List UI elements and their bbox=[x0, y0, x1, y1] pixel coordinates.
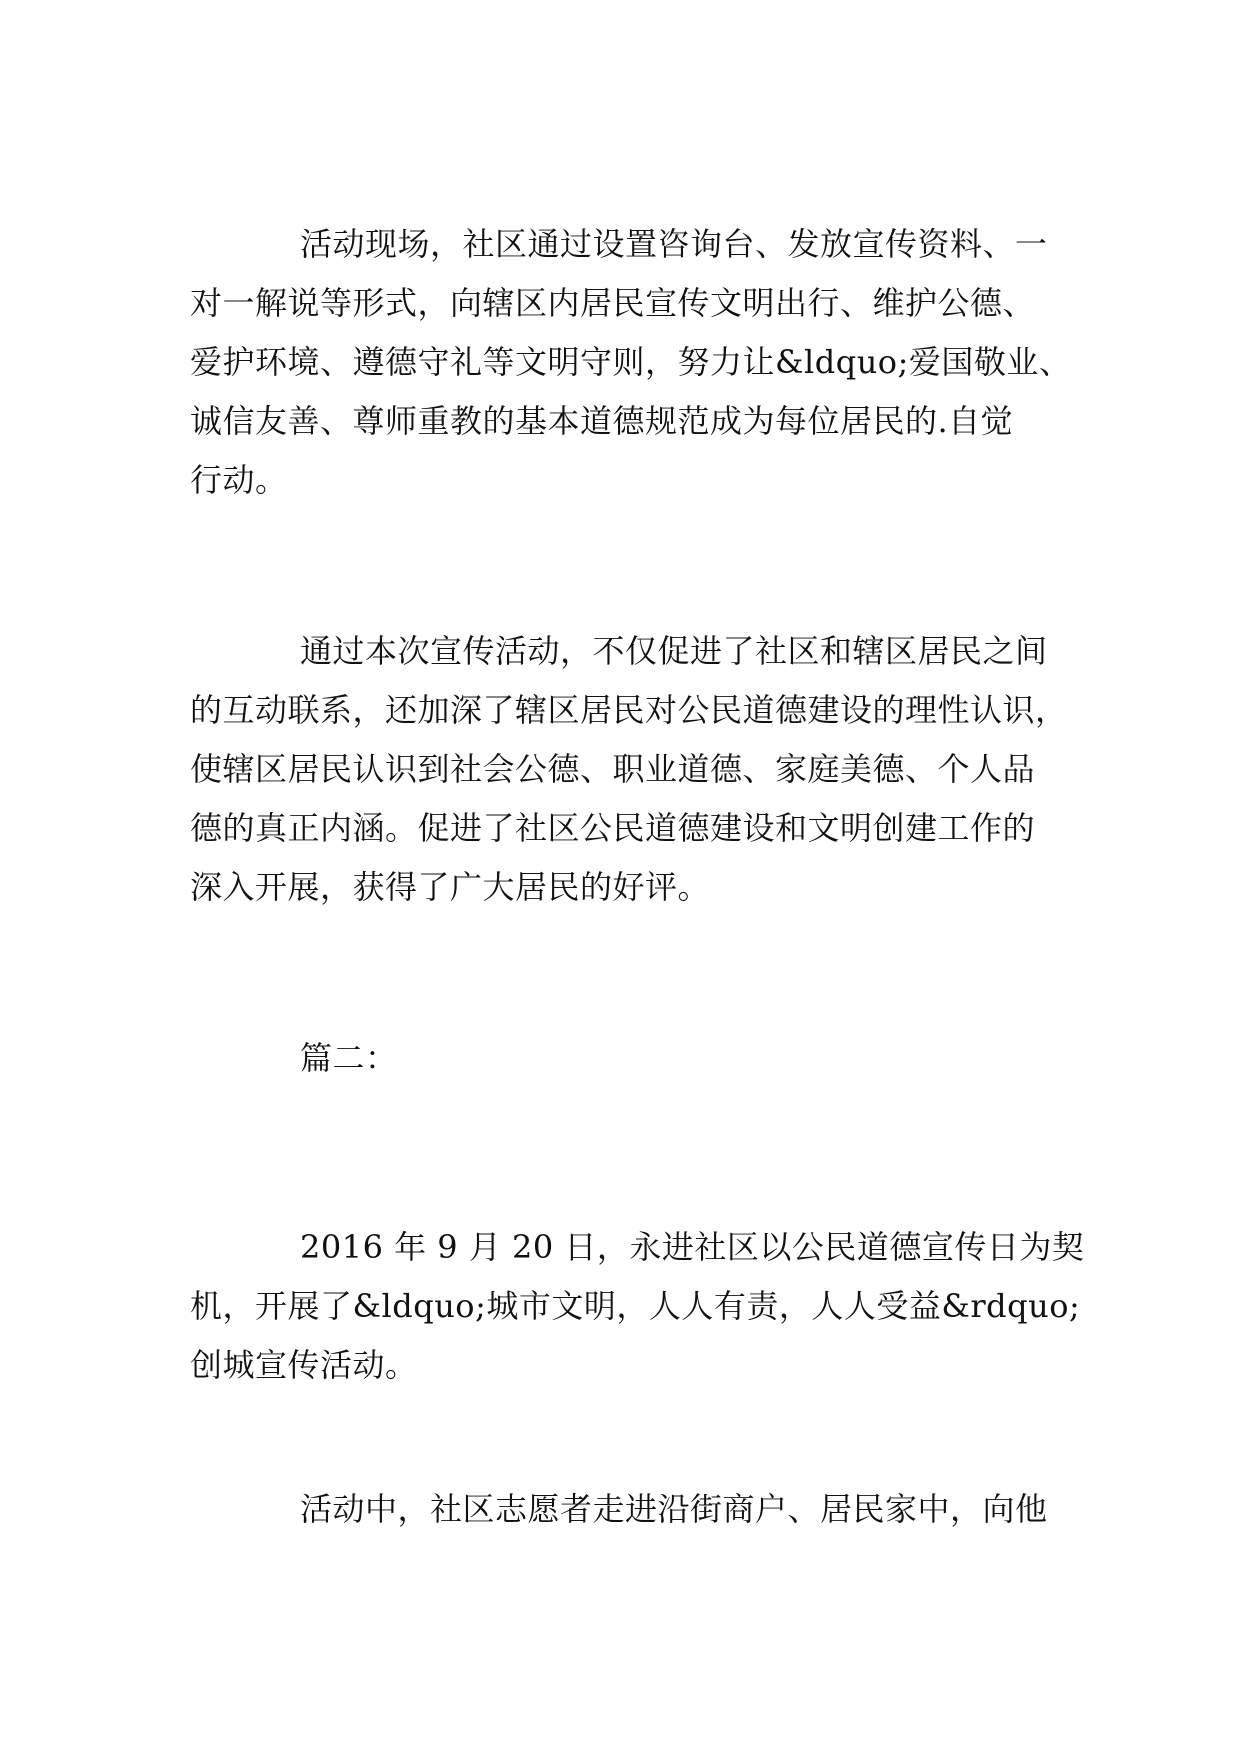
text-line: 篇二： bbox=[300, 1039, 398, 1077]
text-line: 活动现场，社区通过设置咨询台、发放宣传资料、一 bbox=[300, 225, 1048, 263]
section-heading bbox=[190, 1029, 1060, 1088]
text-line: 活动中，社区志愿者走进沿街商户、居民家中，向他 bbox=[300, 1490, 1048, 1528]
text-line: 诚信友善、尊师重教的基本道德规范成为每位居民的.自觉 bbox=[190, 402, 1014, 440]
text-line: 行动。 bbox=[190, 461, 288, 499]
text-line: 2016 年 9 月 20 日，永进社区以公民道德宣传日为契 bbox=[300, 1228, 1085, 1266]
paragraph bbox=[190, 1480, 1060, 1539]
text-line: 深入开展，获得了广大居民的好评。 bbox=[190, 868, 711, 906]
text-line: 的互动联系，还加深了辖区居民对公民道德建设的理性认识， bbox=[190, 691, 1068, 729]
paragraph bbox=[190, 215, 1072, 510]
text-line: 德的真正内涵。促进了社区公民道德建设和文明创建工作的 bbox=[190, 809, 1036, 847]
text-line: 创城宣传活动。 bbox=[190, 1346, 418, 1384]
text-line: 使辖区居民认识到社会公德、职业道德、家庭美德、个人品 bbox=[190, 750, 1036, 788]
text-line: 对一解说等形式，向辖区内居民宣传文明出行、维护公德、 bbox=[190, 284, 1036, 322]
text-line: 爱护环境、遵德守礼等文明守则，努力让&ldquo;爱国敬业、 bbox=[190, 343, 1072, 381]
paragraph bbox=[190, 622, 1068, 917]
paragraph bbox=[190, 1218, 1085, 1395]
text-line: 通过本次宣传活动，不仅促进了社区和辖区居民之间 bbox=[300, 632, 1048, 670]
text-line: 机，开展了&ldquo;城市文明，人人有责，人人受益&rdquo; bbox=[190, 1287, 1081, 1325]
